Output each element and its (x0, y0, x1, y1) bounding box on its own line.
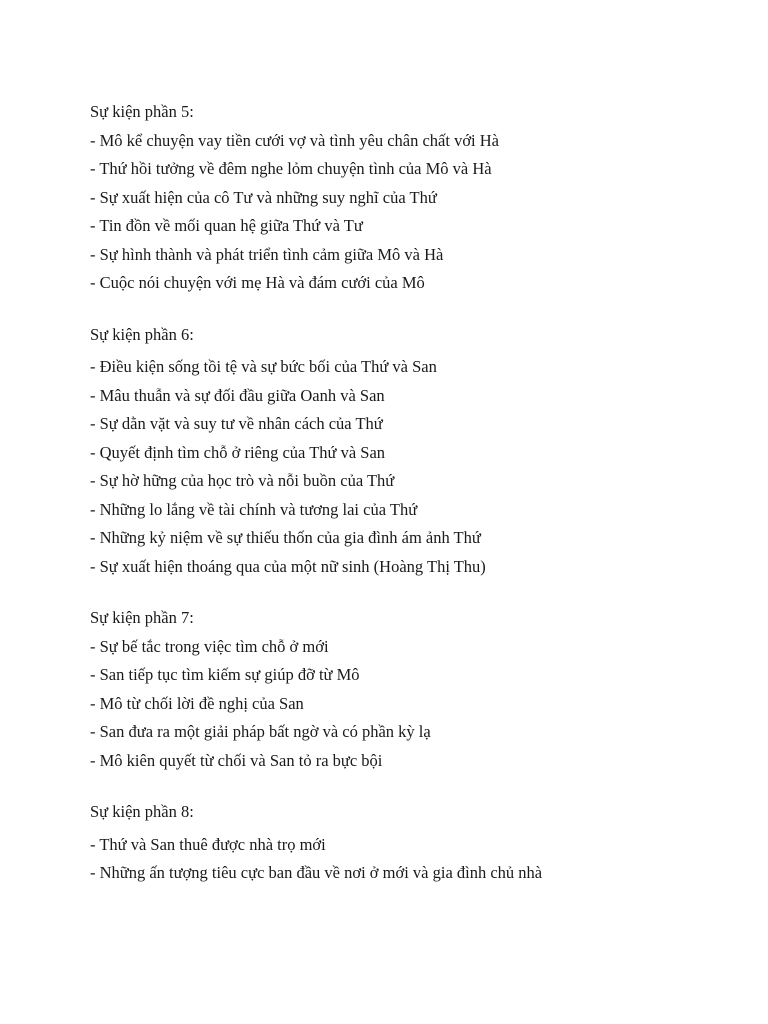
section-part-7 (90, 604, 730, 775)
list-item: - Sự dằn vặt và suy tư về nhân cách của Thứ (90, 414, 383, 433)
list-item: - Sự xuất hiện thoáng qua của một nữ sinh (Hoàng Thị Thu) (90, 556, 486, 576)
list-item: - Thứ và San thuê được nhà trọ mới (90, 834, 326, 854)
list-item: - Mâu thuẫn và sự đối đầu giữa Oanh và San (90, 385, 385, 405)
list-item: - Sự hờ hững của học trò và nỗi buồn của Thứ (90, 471, 395, 490)
list-item: - Những ấn tượng tiêu cực ban đầu về nơi ở mới và gia đình chủ nhà (90, 863, 543, 882)
list-item: - Quyết định tìm chỗ ở riêng của Thứ và San (90, 442, 386, 462)
list-item: - Mô kể chuyện vay tiền cưới vợ và tình yêu chân chất với Hà (90, 130, 499, 150)
list-item: - Sự bế tắc trong việc tìm chỗ ở mới (90, 636, 329, 656)
list-item: - Sự hình thành và phát triển tình cảm giữa Mô và Hà (90, 244, 444, 264)
section-heading: Sự kiện phần 7: (90, 608, 194, 627)
list-item: - Mô từ chối lời đề nghị của San (90, 693, 304, 713)
section-heading: Sự kiện phần 5: (90, 102, 194, 121)
list-item: - San tiếp tục tìm kiếm sự giúp đỡ từ Mô (90, 665, 360, 684)
list-item: - Mô kiên quyết từ chối và San tỏ ra bực bội (90, 750, 383, 770)
section-part-6 (90, 321, 730, 582)
list-item: - Cuộc nói chuyện với mẹ Hà và đám cưới của Mô (90, 273, 425, 292)
list-item: - Thứ hồi tưởng về đêm nghe lỏm chuyện tình của Mô và Hà (90, 159, 492, 178)
section-part-5 (90, 98, 730, 298)
list-item: - Tin đồn về mối quan hệ giữa Thứ và Tư (90, 216, 363, 235)
section-heading: Sự kiện phần 8: (90, 802, 194, 821)
section-heading: Sự kiện phần 6: (90, 324, 194, 344)
section-part-8 (90, 798, 730, 888)
list-item: - Những lo lắng về tài chính và tương lai của Thứ (90, 499, 418, 519)
list-item: - Những kỷ niệm về sự thiếu thốn của gia đình ám ảnh Thứ (90, 528, 481, 547)
list-item: - Điều kiện sống tồi tệ và sự bức bối của Thứ và San (90, 357, 437, 376)
document-page (90, 98, 730, 911)
list-item: - Sự xuất hiện của cô Tư và những suy nghĩ của Thứ (90, 187, 437, 207)
list-item: - San đưa ra một giải pháp bất ngờ và có phần kỳ lạ (90, 722, 431, 741)
